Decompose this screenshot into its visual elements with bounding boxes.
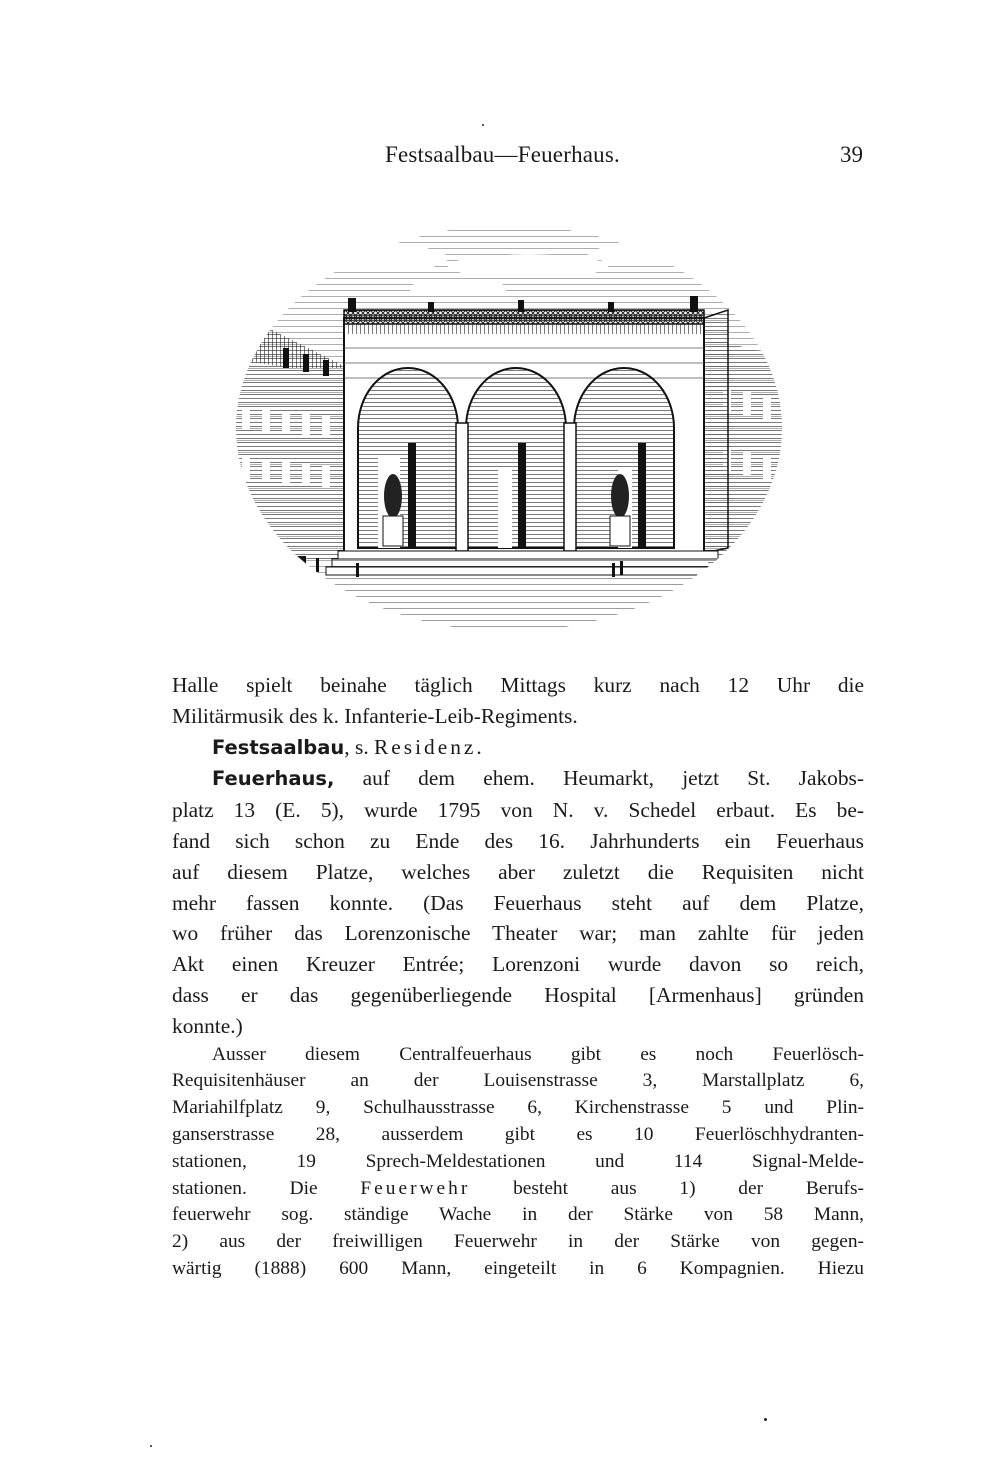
text-fragment: besteht aus 1) der Berufs- [470, 1177, 864, 1199]
cross-reference-prefix: , s. [344, 734, 375, 759]
text-line: auf diesem Platze, welches aber zuletzt die Requisiten nicht [172, 859, 864, 884]
text-line: Ausser diesem Centralfeuerhaus gibt es noch Feuerlösch- [212, 1043, 864, 1065]
text-line [172, 1176, 864, 1203]
text-line: feuerwehr sog. ständige Wache in der Stärke von 58 Mann, [172, 1204, 864, 1226]
page-number: 39 [840, 142, 863, 167]
text-line: Akt einen Kreuzer Entrée; Lorenzoni wurde davon so reich, [172, 952, 864, 977]
emphasized-term: Feuerwehr [360, 1177, 471, 1199]
text-fragment: auf dem ehem. Heumarkt, jetzt St. Jakobs- [334, 766, 864, 791]
running-head [0, 142, 1000, 182]
text-line: ganserstrasse 28, ausserdem gibt es 10 Feuerlöschhydranten- [172, 1123, 864, 1145]
paragraph-halle [172, 670, 864, 732]
text-line: Halle spielt beinahe täglich Mittags kurz nach 12 Uhr die [172, 673, 864, 697]
headword-feuerhaus: Feuerhaus, [212, 767, 335, 791]
text-line: Requisitenhäuser an der Louisenstrasse 3, Marstallplatz 6, [172, 1070, 864, 1092]
text-line: Mariahilfplatz 9, Schulhausstrasse 6, Kirchenstrasse 5 und Plin- [172, 1097, 864, 1119]
text-line: stationen, 19 Sprech-Meldestationen und 114 Signal-Melde- [172, 1150, 864, 1172]
headword-festsaalbau: Festsaalbau [212, 735, 345, 759]
text-line: platz 13 (E. 5), wurde 1795 von N. v. Schedel erbaut. Es be- [172, 798, 864, 823]
text-line: wärtig (1888) 600 Mann, eingeteilt in 6 Kompagnien. Hiezu [172, 1257, 864, 1279]
text-line: wo früher das Lorenzonische Theater war; man zahlte für jeden [172, 921, 864, 946]
entry-festsaalbau [172, 732, 864, 764]
text-line: dass er das gegenüberliegende Hospital [Armenhaus] gründen [172, 982, 864, 1007]
print-speck [482, 124, 484, 126]
paragraph-feuerwehr [172, 1042, 864, 1283]
text-line: fand sich schon zu Ende des 16. Jahrhunderts ein Feuerhaus [172, 828, 864, 853]
text-line: mehr fassen konnte. (Das Feuerhaus steht auf dem Platze, [172, 890, 864, 915]
text-line [172, 763, 864, 795]
loggia-engraving [228, 218, 790, 638]
text-line: konnte.) [172, 1013, 243, 1038]
text-fragment: stationen. Die [172, 1177, 361, 1199]
entry-feuerhaus [172, 763, 864, 1041]
body-text [172, 670, 864, 1283]
print-speck [150, 1445, 152, 1447]
print-speck [764, 1418, 767, 1421]
running-title: Festsaalbau—Feuerhaus. [385, 142, 620, 167]
text-line: Militärmusik des k. Infanterie-Leib-Regiments. [172, 703, 578, 728]
cross-reference-target: Residenz. [374, 734, 485, 759]
text-line: 2) aus der freiwilligen Feuerwehr in der Stärke von gegen- [172, 1231, 864, 1253]
